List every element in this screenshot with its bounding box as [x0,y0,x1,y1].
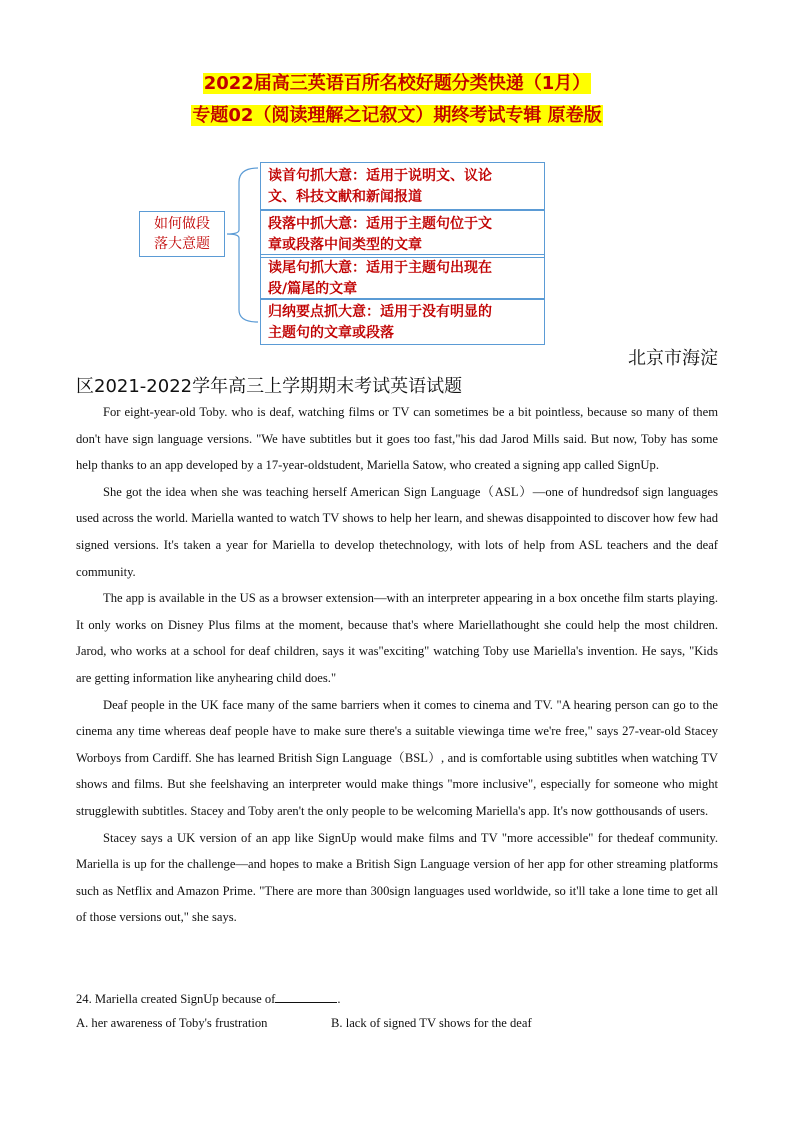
answer-blank [275,990,337,1003]
question-24-option-b: B. lack of signed TV shows for the deaf [331,1016,532,1030]
doc-title-line-2: 专题02（阅读理解之记叙文）期终考试专辑 原卷版 [192,105,602,126]
passage-paragraph-2: She got the idea when she was teaching herself American Sign Language（ASL）—one of hundredsof sign languages used across the world. Mariella wanted to watch TV shows to help her learn, and shewas disappointed to discover how few had signed versions. It's taken a year for Mariella to develop thetechnology, with lots of help from ASL teachers and the deaf community. [76,484,718,579]
passage-paragraph-4: Deaf people in the UK face many of the same barriers when it comes to cinema and TV. "A hearing person can go to the cinema any time whereas deaf people have to make sure there's a suitable viewinga time we're free," says 27-vear-old Stacey Worboys from Cardiff. She has learned British Sign Language（BSL）, and is comfortable using subtitles when watching TV shows and films. But she feelshaving an interpreter would make things "more inclusive", especially for someone who might strugglewith subtitles. Stacey and Toby aren't the only people to be welcoming Mariella's app. It's now gotthousands of users. [76,697,718,818]
mindmap-branch-4: 归纳要点抓大意：适用于没有明显的 主题句的文章或段落 [260,298,545,345]
question-24-option-a: A. her awareness of Toby's frustration [76,1016,268,1030]
mindmap-branch-2: 段落中抓大意：适用于主题句位于文 章或段落中间类型的文章 [260,210,545,258]
mindmap-root: 如何做段 落大意题 [139,211,225,257]
passage-paragraph-3: The app is available in the US as a browser extension—with an interpreter appearing in a box oncethe film starts playing. It only works on Disney Plus films at the moment, because that's where Mariellathought she could help the most children. Jarod, who works at a school for deaf children, says it was"exciting" watching Toby use Mariella's invention. He says, "Kids are getting information like anyhearing child does." [76,591,718,685]
question-24-stem: 24. Mariella created SignUp because of . [76,992,341,1006]
doc-title-line-1: 2022届高三英语百所名校好题分类快递（1月） [203,73,591,94]
passage-paragraph-1: For eight-year-old Toby. who is deaf, watching films or TV can sometimes be a bit pointless, because so many of them don't have sign language versions. "We have subtitles but it goes too fast,"his dad Jarod Mills said. But now, Toby has some help thanks to an app developed by a 17-year-oldstudent, Mariella Satow, who created a signing app called SignUp. [76,405,718,473]
reading-passage [76,399,718,931]
brace-path [227,168,258,322]
exam-source-part-1: 北京市海淀 [628,348,718,369]
exam-source-part-2: 区2021-2022学年高三上学期期末考试英语试题 [76,376,463,397]
mindmap-brace [225,160,261,330]
mindmap-branch-1: 读首句抓大意：适用于说明文、议论 文、科技文献和新闻报道 [260,162,545,210]
passage-paragraph-5: Stacey says a UK version of an app like SignUp would make films and TV "more accessible" for thedeaf community. Mariella is up for the challenge—and hopes to make a British Sign Language version of her app for other streaming platforms such as Netflix and Amazon Prime. "There are more than 300sign languages used worldwide, so it'll take a lone time to get all of those versions out," she says. [76,830,718,925]
mindmap-branch-3: 读尾句抓大意：适用于主题句出现在 段/篇尾的文章 [260,254,545,300]
